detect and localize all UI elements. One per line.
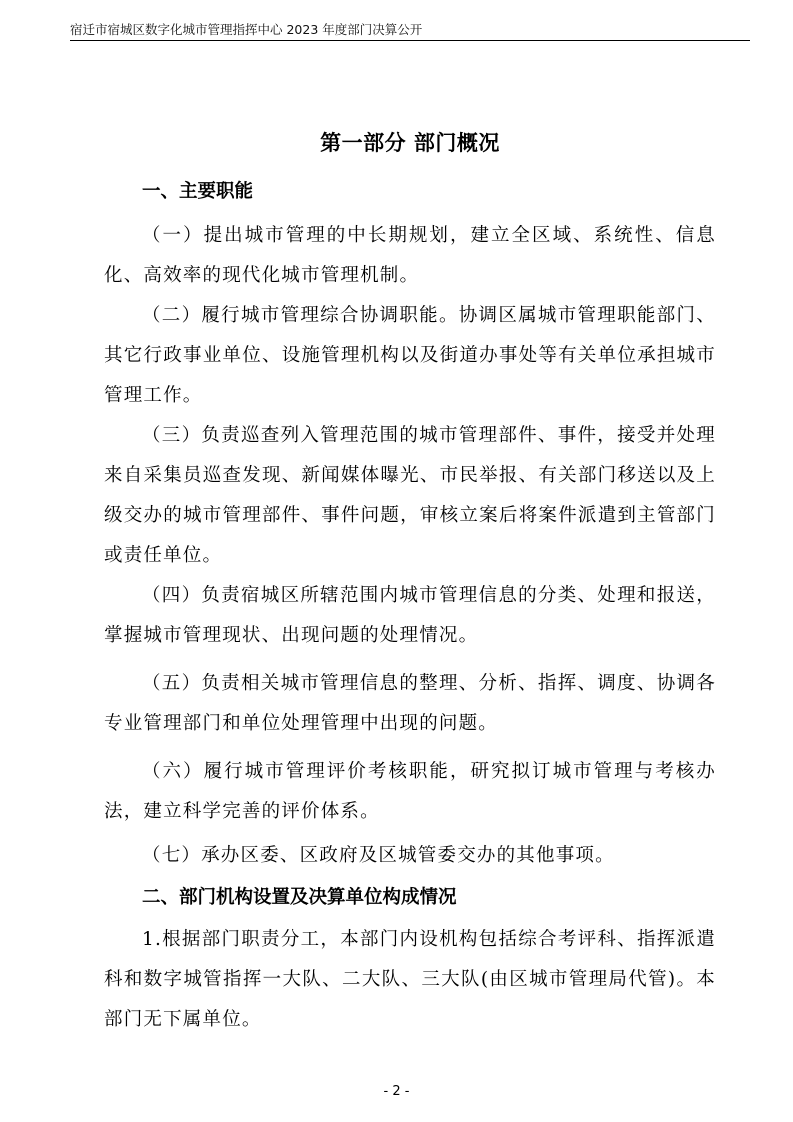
paragraph-organization-1: 1.根据部门职责分工，本部门内设机构包括综合考评科、指挥派遣科和数字城管指挥一大队、二大队、三大队(由区城市管理局代管)。本部门无下属单位。 — [104, 929, 716, 1030]
paragraph-function-1: （一）提出城市管理的中长期规划，建立全区域、系统性、信息化、高效率的现代化城市管理机制。 — [104, 225, 716, 286]
section-heading-organization: 二、部门机构设置及决算单位构成情况 — [142, 887, 457, 908]
part-title: 第一部分 部门概况 — [320, 131, 500, 155]
page-number: - 2 - — [383, 1084, 410, 1099]
header-divider — [70, 40, 750, 41]
paragraph-function-4: （四）负责宿城区所辖范围内城市管理信息的分类、处理和报送，掌握城市管理现状、出现问题的处理情况。 — [104, 585, 716, 646]
paragraph-function-6: （六）履行城市管理评价考核职能，研究拟订城市管理与考核办法，建立科学完善的评价体系。 — [104, 761, 716, 822]
paragraph-function-5: （五）负责相关城市管理信息的整理、分析、指挥、调度、协调各专业管理部门和单位处理管理中出现的问题。 — [104, 673, 716, 734]
paragraph-function-2: （二）履行城市管理综合协调职能。协调区属城市管理职能部门、其它行政事业单位、设施管理机构以及街道办事处等有关单位承担城市管理工作。 — [104, 305, 716, 406]
paragraph-function-3: （三）负责巡查列入管理范围的城市管理部件、事件，接受并处理来自采集员巡查发现、新闻媒体曝光、市民举报、有关部门移送以及上级交办的城市管理部件、事件问题，审核立案后将案件派遣到主管部门或责任单位。 — [104, 425, 716, 566]
paragraph-function-7: （七）承办区委、区政府及区城管委交办的其他事项。 — [142, 845, 615, 866]
section-heading-main-functions: 一、主要职能 — [142, 181, 254, 202]
page-header: 宿迁市宿城区数字化城市管理指挥中心 2023 年度部门决算公开 — [70, 22, 423, 37]
